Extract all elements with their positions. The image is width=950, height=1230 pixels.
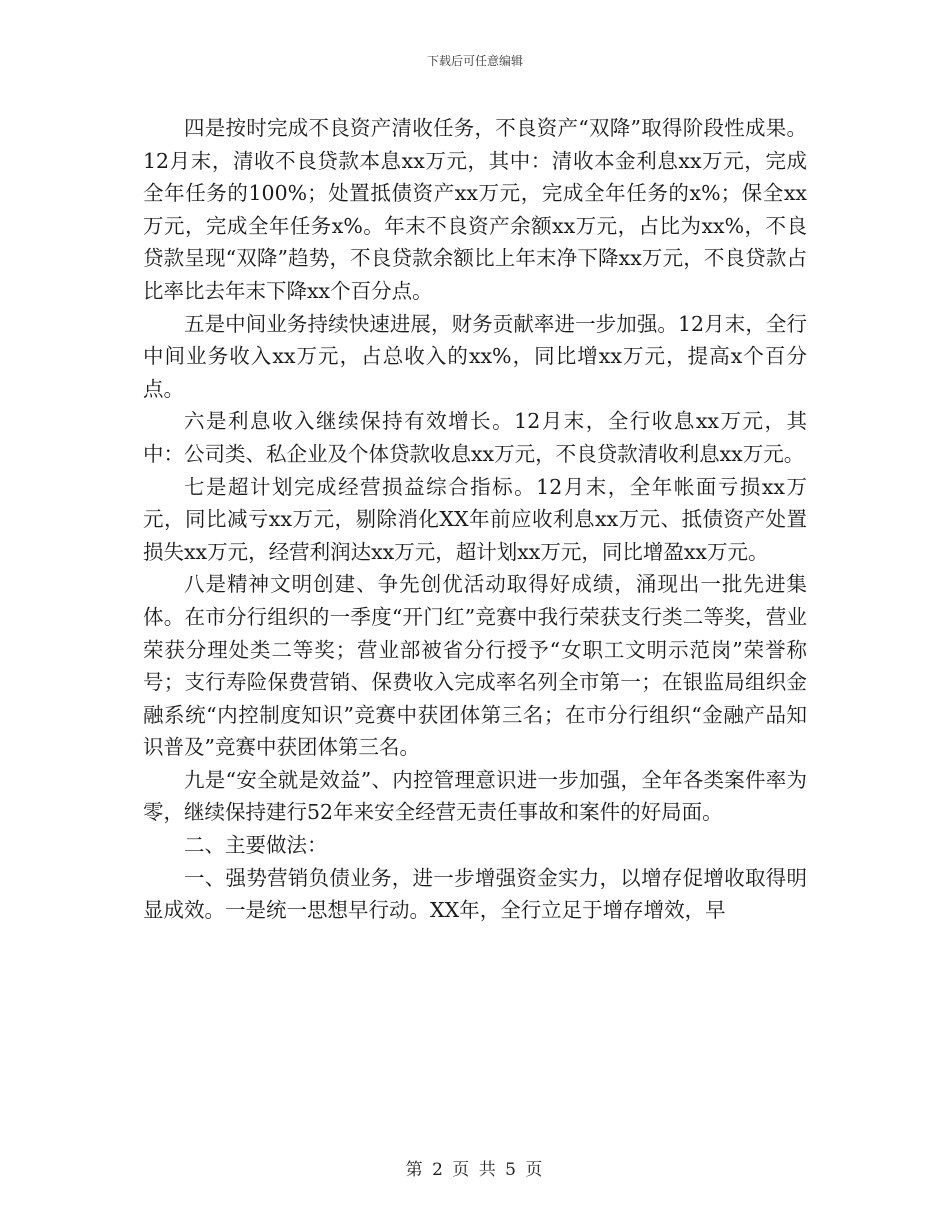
paragraph-9: 九是“安全就是效益”、内控管理意识进一步加强，全年各类案件率为零，继续保持建行52年来安全经营无责任事故和案件的好局面。	[143, 767, 807, 825]
document-body	[143, 112, 807, 927]
paragraph-method-1: 一、强势营销负债业务，进一步增强资金实力，以增存促增收取得明显成效。一是统一思想早行动。XX年，全行立足于增存增效，早	[143, 865, 807, 923]
section-heading: 二、主要做法：	[184, 833, 328, 858]
paragraph-7: 七是超计划完成经营损益综合指标。12月末，全年帐面亏损xx万元，同比减亏xx万元，剔除消化XX年前应收利息xx万元、抵债资产处置损失xx万元，经营利润达xx万元，超计划xx万元，同比增盈xx万元。	[143, 474, 807, 564]
paragraph-8: 八是精神文明创建、争先创优活动取得好成绩，涌现出一批先进集体。在市分行组织的一季度“开门红”竞赛中我行荣获支行类二等奖，营业荣获分理处类二等奖；营业部被省分行授予“女职工文明示范岗”荣誉称号；支行寿险保费营销、保费收入完成率名列全市第一；在银监局组织金融系统“内控制度知识”竞赛中获团体第三名；在市分行组织“金融产品知识普及”竞赛中获团体第三名。	[143, 572, 807, 760]
page-number: 第 2 页 共 5 页	[405, 1160, 545, 1180]
paragraph-4: 四是按时完成不良资产清收任务，不良资产“双降”取得阶段性成果。12月末，清收不良贷款本息xx万元，其中：清收本金利息xx万元，完成全年任务的100%；处置抵债资产xx万元，完成全年任务的x%；保全xx万元，完成全年任务x%。年末不良资产余额xx万元，占比为xx%，不良贷款呈现“双降”趋势，不良贷款余额比上年末净下降xx万元，不良贷款占比率比去年末下降xx个百分点。	[143, 116, 807, 303]
header-note: 下载后可任意编辑	[426, 54, 523, 68]
paragraph-6: 六是利息收入继续保持有效增长。12月末，全行收息xx万元，其中：公司类、私企业及个体贷款收息xx万元，不良贷款清收利息xx万元。	[143, 409, 807, 466]
paragraph-5: 五是中间业务持续快速进展，财务贡献率进一步加强。12月末，全行中间业务收入xx万元，占总收入的xx%，同比增xx万元，提高x个百分点。	[143, 311, 807, 401]
